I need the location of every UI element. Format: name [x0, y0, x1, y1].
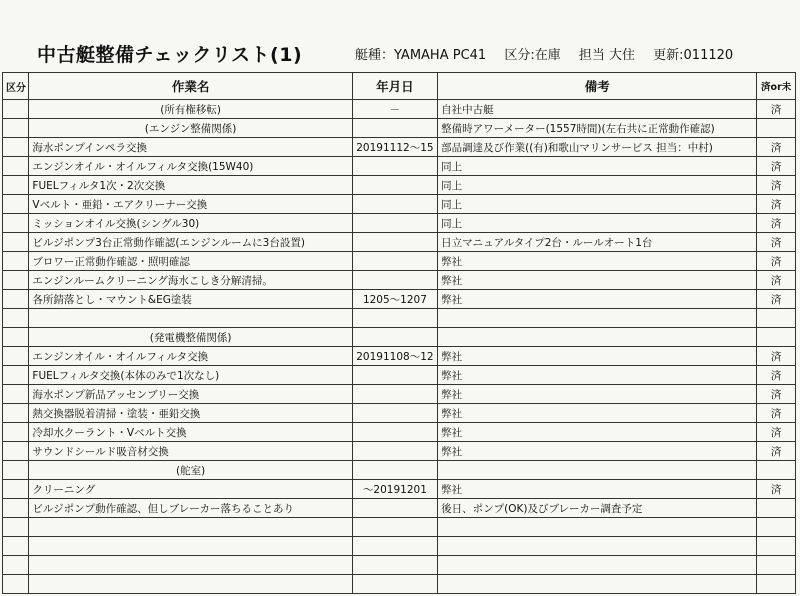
status-cell: 済	[757, 404, 796, 423]
status-cell: 済	[757, 271, 796, 290]
task-cell	[29, 518, 352, 537]
category-cell	[3, 271, 29, 290]
date-cell	[352, 233, 437, 252]
date-cell	[352, 499, 437, 518]
table-row	[3, 385, 796, 404]
date-cell	[352, 328, 437, 347]
date-cell	[352, 385, 437, 404]
task-cell: ビルジポンプ動作確認、但しブレーカー落ちることあり	[29, 499, 352, 518]
column-header-status: 済or未	[757, 73, 796, 100]
checklist-table	[2, 72, 796, 594]
task-cell	[29, 309, 352, 328]
category-cell	[3, 252, 29, 271]
status-cell: 済	[757, 176, 796, 195]
note-cell: 弊社	[438, 404, 757, 423]
status-cell: 済	[757, 100, 796, 119]
category-cell	[3, 518, 29, 537]
task-cell: ビルジポンプ3台正常動作確認(エンジンルームに3台設置)	[29, 233, 352, 252]
section-row	[3, 119, 796, 138]
table-row	[3, 195, 796, 214]
date-cell	[352, 537, 437, 556]
category-cell	[3, 119, 29, 138]
date-cell	[352, 404, 437, 423]
status-cell: 済	[757, 290, 796, 309]
note-cell	[438, 309, 757, 328]
note-cell	[438, 328, 757, 347]
stock-category: 区分:在庫	[504, 48, 561, 63]
status-cell	[757, 499, 796, 518]
note-cell: 弊社	[438, 252, 757, 271]
table-row	[3, 271, 796, 290]
date-cell	[352, 271, 437, 290]
date-cell	[352, 556, 437, 575]
category-cell	[3, 537, 29, 556]
category-cell	[3, 461, 29, 480]
note-cell: 同上	[438, 214, 757, 233]
date-cell	[352, 252, 437, 271]
task-cell: 各所錆落とし・マウント&EG塗装	[29, 290, 352, 309]
status-cell	[757, 556, 796, 575]
date-cell	[352, 309, 437, 328]
table-row	[3, 480, 796, 499]
updated-date: 更新:011120	[653, 48, 734, 63]
date-cell: 20191112～15	[352, 138, 437, 157]
task-cell: 冷却水クーラント・Vベルト交換	[29, 423, 352, 442]
task-cell: (エンジン整備関係)	[29, 119, 352, 138]
column-header-category: 区分	[3, 73, 29, 100]
table-row	[3, 423, 796, 442]
category-cell	[3, 366, 29, 385]
category-cell	[3, 195, 29, 214]
date-cell	[352, 575, 437, 594]
task-cell: ブロワー正常動作確認・照明確認	[29, 252, 352, 271]
table-row	[3, 252, 796, 271]
category-cell	[3, 138, 29, 157]
date-cell	[352, 195, 437, 214]
blank-row	[3, 518, 796, 537]
note-cell: 同上	[438, 176, 757, 195]
status-cell: 済	[757, 366, 796, 385]
column-header-task: 作業名	[29, 73, 352, 100]
task-cell: FUELフィルタ交換(本体のみで1次なし)	[29, 366, 352, 385]
date-cell	[352, 176, 437, 195]
note-cell: 弊社	[438, 480, 757, 499]
category-cell	[3, 347, 29, 366]
note-cell: 部品調達及び作業((有)和歌山マリンサービス 担当：中村)	[438, 138, 757, 157]
table-row	[3, 366, 796, 385]
table-row	[3, 157, 796, 176]
table-row	[3, 233, 796, 252]
header-meta	[355, 44, 733, 63]
category-cell	[3, 575, 29, 594]
note-cell: 弊社	[438, 347, 757, 366]
status-cell: 済	[757, 252, 796, 271]
section-row	[3, 328, 796, 347]
table-row	[3, 290, 796, 309]
status-cell	[757, 309, 796, 328]
category-cell	[3, 385, 29, 404]
category-cell	[3, 423, 29, 442]
status-cell: 済	[757, 138, 796, 157]
note-cell: 弊社	[438, 442, 757, 461]
note-cell: 弊社	[438, 385, 757, 404]
category-cell	[3, 214, 29, 233]
page-title: 中古艇整備チェックリスト(1)	[37, 44, 303, 66]
table-row	[3, 499, 796, 518]
section-row	[3, 461, 796, 480]
date-cell	[352, 366, 437, 385]
status-cell	[757, 537, 796, 556]
category-cell	[3, 404, 29, 423]
column-header-date: 年月日	[352, 73, 437, 100]
category-cell	[3, 328, 29, 347]
column-header-note: 備考	[438, 73, 757, 100]
note-cell	[438, 575, 757, 594]
status-cell: 済	[757, 214, 796, 233]
task-cell: (発電機整備関係)	[29, 328, 352, 347]
task-cell: (舵室)	[29, 461, 352, 480]
note-cell: 整備時アワーメーター(1557時間)(左右共に正常動作確認)	[438, 119, 757, 138]
date-cell: 20191108～12	[352, 347, 437, 366]
table-row	[3, 214, 796, 233]
status-cell: 済	[757, 480, 796, 499]
date-cell	[352, 157, 437, 176]
status-cell	[757, 119, 796, 138]
category-cell	[3, 556, 29, 575]
category-cell	[3, 290, 29, 309]
staff-name: 担当 大住	[578, 48, 636, 63]
task-cell	[29, 575, 352, 594]
table-row	[3, 404, 796, 423]
task-cell: (所有権移転)	[29, 100, 352, 119]
task-cell: Vベルト・亜鉛・エアクリーナー交換	[29, 195, 352, 214]
date-cell: －	[352, 100, 437, 119]
category-cell	[3, 499, 29, 518]
date-cell	[352, 442, 437, 461]
status-cell: 済	[757, 442, 796, 461]
category-cell	[3, 157, 29, 176]
category-cell	[3, 100, 29, 119]
category-cell	[3, 309, 29, 328]
task-cell: エンジンオイル・オイルフィルタ交換(15W40)	[29, 157, 352, 176]
task-cell: サウンドシールド吸音材交換	[29, 442, 352, 461]
task-cell	[29, 556, 352, 575]
table-row	[3, 442, 796, 461]
date-cell	[352, 518, 437, 537]
status-cell: 済	[757, 195, 796, 214]
date-cell: 1205～1207	[352, 290, 437, 309]
status-cell: 済	[757, 385, 796, 404]
note-cell: 日立マニュアルタイプ2台・ルールオート1台	[438, 233, 757, 252]
note-cell: 同上	[438, 157, 757, 176]
note-cell: 後日、ポンプ(OK)及びブレーカー調査予定	[438, 499, 757, 518]
task-cell: 海水ポンプインペラ交換	[29, 138, 352, 157]
date-cell	[352, 119, 437, 138]
status-cell	[757, 328, 796, 347]
status-cell: 済	[757, 423, 796, 442]
task-cell: ミッションオイル交換(シングル30)	[29, 214, 352, 233]
status-cell	[757, 518, 796, 537]
category-cell	[3, 442, 29, 461]
blank-row	[3, 309, 796, 328]
note-cell	[438, 518, 757, 537]
sheet-header	[0, 38, 800, 68]
status-cell: 済	[757, 347, 796, 366]
note-cell	[438, 537, 757, 556]
date-cell	[352, 423, 437, 442]
task-cell: エンジンルームクリーニング海水こしき分解清掃。	[29, 271, 352, 290]
table-row	[3, 347, 796, 366]
section-row	[3, 100, 796, 119]
table-row	[3, 176, 796, 195]
task-cell: 熱交換器脱着清掃・塗装・亜鉛交換	[29, 404, 352, 423]
note-cell: 弊社	[438, 271, 757, 290]
category-cell	[3, 233, 29, 252]
task-cell: クリーニング	[29, 480, 352, 499]
task-cell: エンジンオイル・オイルフィルタ交換	[29, 347, 352, 366]
table-header-row	[3, 73, 796, 100]
blank-row	[3, 537, 796, 556]
note-cell: 自社中古艇	[438, 100, 757, 119]
date-cell	[352, 214, 437, 233]
task-cell: FUELフィルタ1次・2次交換	[29, 176, 352, 195]
status-cell	[757, 461, 796, 480]
status-cell: 済	[757, 157, 796, 176]
category-cell	[3, 480, 29, 499]
checklist-body	[3, 100, 796, 594]
vessel-model: 艇種：YAMAHA PC41	[355, 48, 487, 63]
note-cell	[438, 556, 757, 575]
date-cell: ～20191201	[352, 480, 437, 499]
date-cell	[352, 461, 437, 480]
note-cell: 弊社	[438, 366, 757, 385]
task-cell: 海水ポンプ新品アッセンブリー交換	[29, 385, 352, 404]
table-row	[3, 138, 796, 157]
blank-row	[3, 556, 796, 575]
note-cell: 弊社	[438, 423, 757, 442]
category-cell	[3, 176, 29, 195]
status-cell: 済	[757, 233, 796, 252]
note-cell: 弊社	[438, 290, 757, 309]
status-cell	[757, 575, 796, 594]
task-cell	[29, 537, 352, 556]
note-cell: 同上	[438, 195, 757, 214]
note-cell	[438, 461, 757, 480]
blank-row	[3, 575, 796, 594]
